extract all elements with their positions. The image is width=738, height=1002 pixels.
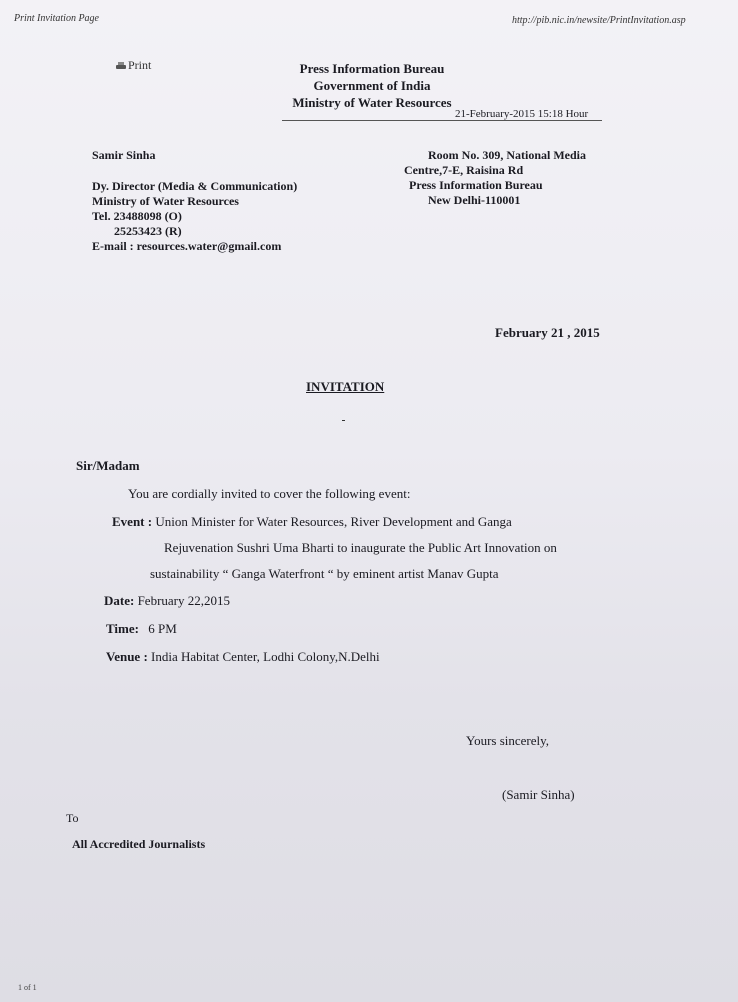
recipients: All Accredited Journalists xyxy=(72,837,206,851)
address-line-1: Room No. 309, National Media xyxy=(428,148,586,162)
sender-email: E-mail : resources.water@gmail.com xyxy=(92,239,282,253)
header-rule xyxy=(282,120,602,121)
to-label: To xyxy=(66,811,79,825)
time-value: 6 PM xyxy=(148,621,177,636)
address-line-3: Press Information Bureau xyxy=(409,178,543,192)
time-label: Time: xyxy=(106,621,139,636)
event-line-1 xyxy=(112,514,512,530)
address-line-2: Centre,7-E, Raisina Rd xyxy=(404,163,524,177)
event-date xyxy=(104,593,230,609)
org-line-1: Press Information Bureau xyxy=(299,61,445,76)
browser-header-title: Print Invitation Page xyxy=(14,13,99,24)
org-line-2: Government of India xyxy=(313,78,431,93)
print-label: Print xyxy=(128,58,152,72)
office-address xyxy=(404,148,586,208)
sender-name: Samir Sinha xyxy=(92,148,156,162)
event-line-3: sustainability “ Ganga Waterfront “ by eminent artist Manav Gupta xyxy=(150,566,499,581)
venue-value: India Habitat Center, Lodhi Colony,N.Delhi xyxy=(151,649,380,664)
sender-designation: Dy. Director (Media & Communication) xyxy=(92,179,298,193)
date-value: February 22,2015 xyxy=(137,593,231,608)
event-time xyxy=(106,621,177,637)
sender-tel-residence: 25253423 (R) xyxy=(114,224,182,238)
timestamp: 21-February-2015 15:18 Hour xyxy=(455,108,589,120)
stray-mark xyxy=(342,420,345,421)
event-venue xyxy=(106,649,380,665)
date-label: Date: xyxy=(104,593,135,608)
address-line-4: New Delhi-110001 xyxy=(428,193,521,207)
event-label: Event : xyxy=(112,514,153,529)
closing: Yours sincerely, xyxy=(466,733,550,748)
page-number: 1 of 1 xyxy=(18,983,37,992)
print-button[interactable] xyxy=(116,58,151,73)
venue-label: Venue : xyxy=(106,649,148,664)
browser-header-url: http://pib.nic.in/newsite/PrintInvitation.asp xyxy=(512,15,686,26)
org-line-3: Ministry of Water Resources xyxy=(292,95,452,110)
intro-text: You are cordially invited to cover the following event: xyxy=(128,486,411,501)
event-text-1: Union Minister for Water Resources, River Development and Ganga xyxy=(155,514,512,529)
salutation: Sir/Madam xyxy=(76,458,140,473)
sender-ministry: Ministry of Water Resources xyxy=(92,194,239,208)
sender-tel-office: Tel. 23488098 (O) xyxy=(92,209,182,223)
invitation-heading: INVITATION xyxy=(306,379,385,394)
organisation-header xyxy=(280,60,464,111)
signature: (Samir Sinha) xyxy=(502,787,575,802)
printer-icon xyxy=(116,62,126,70)
letter-date: February 21 , 2015 xyxy=(495,325,600,340)
event-line-2: Rejuvenation Sushri Uma Bharti to inaugurate the Public Art Innovation on xyxy=(164,540,557,555)
sender-details xyxy=(92,179,297,254)
